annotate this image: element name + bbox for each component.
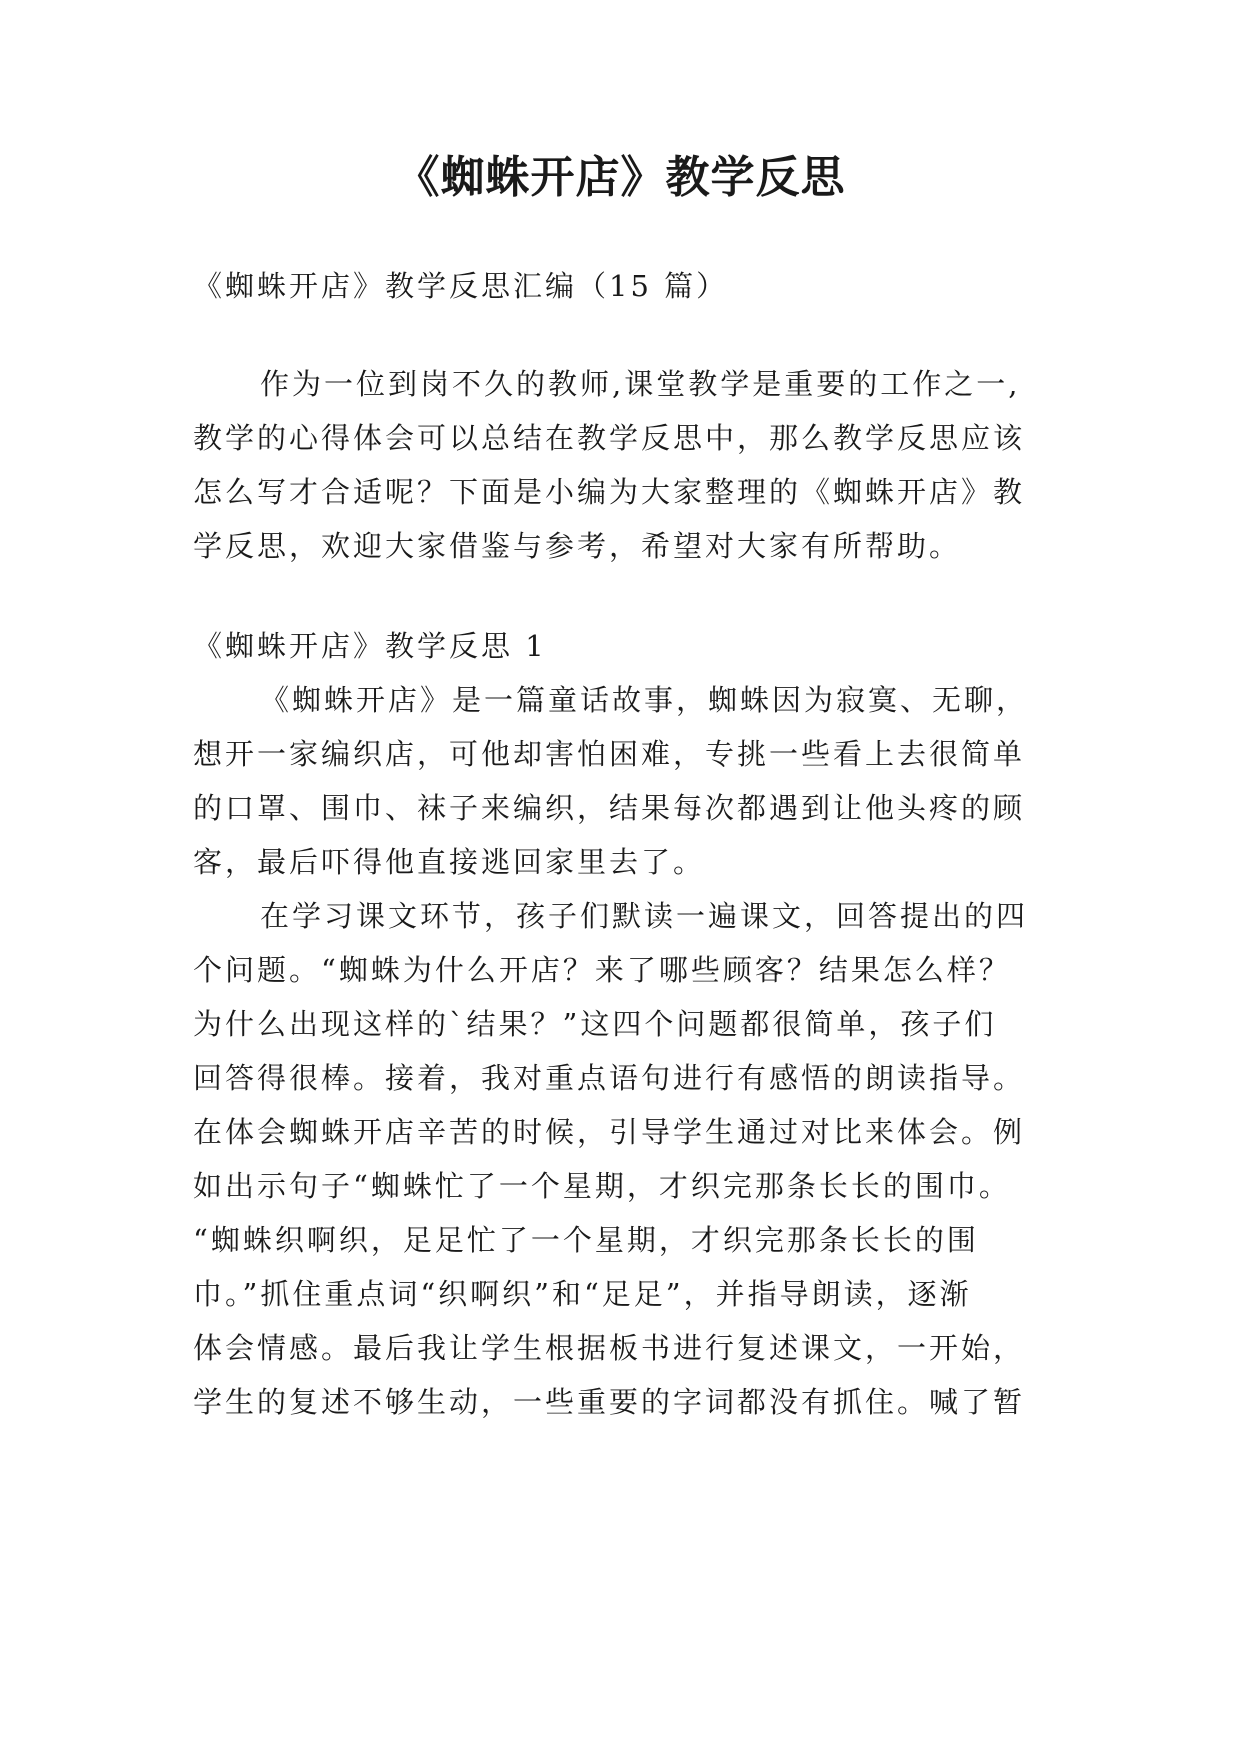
section-heading: 《蜘蛛开店》教学反思 1 <box>193 629 547 663</box>
paragraph-line: 学生的复述不够生动，一些重要的字词都没有抓住。喊了暂 <box>193 1385 1026 1419</box>
paragraph-line: 如出示句子“蜘蛛忙了一个星期，才织完那条长长的围巾。 <box>193 1169 1011 1203</box>
intro-line: 怎么写才合适呢？下面是小编为大家整理的《蜘蛛开店》教 <box>193 475 1026 509</box>
intro-line: 学反思，欢迎大家借鉴与参考，希望对大家有所帮助。 <box>193 529 962 563</box>
paragraph-line: 在学习课文环节，孩子们默读一遍课文，回答提出的四 <box>260 899 1029 933</box>
paragraph-line: 回答得很棒。接着，我对重点语句进行有感悟的朗读指导。 <box>193 1061 1026 1095</box>
paragraph-line: 个问题。“蜘蛛为什么开店？来了哪些顾客？结果怎么样？ <box>193 953 1011 987</box>
intro-line: 教学的心得体会可以总结在教学反思中，那么教学反思应该 <box>193 421 1026 455</box>
paragraph-line: 《蜘蛛开店》是一篇童话故事，蜘蛛因为寂寞、无聊， <box>260 683 1029 717</box>
intro-line: 作为一位到岗不久的教师,课堂教学是重要的工作之一, <box>260 367 1021 401</box>
paragraph-line: 在体会蜘蛛开店辛苦的时候，引导学生通过对比来体会。例 <box>193 1115 1026 1149</box>
paragraph-line: 想开一家编织店，可他却害怕困难，专挑一些看上去很简单 <box>193 737 1026 771</box>
paragraph-line: 巾。”抓住重点词“织啊织”和“足足”，并指导朗读，逐渐 <box>193 1277 972 1311</box>
paragraph-line: 体会情感。最后我让学生根据板书进行复述课文，一开始， <box>193 1331 1026 1365</box>
paragraph-line: “蜘蛛织啊织，足足忙了一个星期，才织完那条长长的围 <box>193 1223 979 1257</box>
document-title: 《蜘蛛开店》教学反思 <box>395 152 846 203</box>
paragraph-line: 客，最后吓得他直接逃回家里去了。 <box>193 845 706 879</box>
paragraph-line: 的口罩、围巾、袜子来编织，结果每次都遇到让他头疼的顾 <box>193 791 1026 825</box>
document-subtitle: 《蜘蛛开店》教学反思汇编（15 篇） <box>193 269 729 303</box>
paragraph-line: 为什么出现这样的`结果？”这四个问题都很简单，孩子们 <box>193 1007 997 1041</box>
